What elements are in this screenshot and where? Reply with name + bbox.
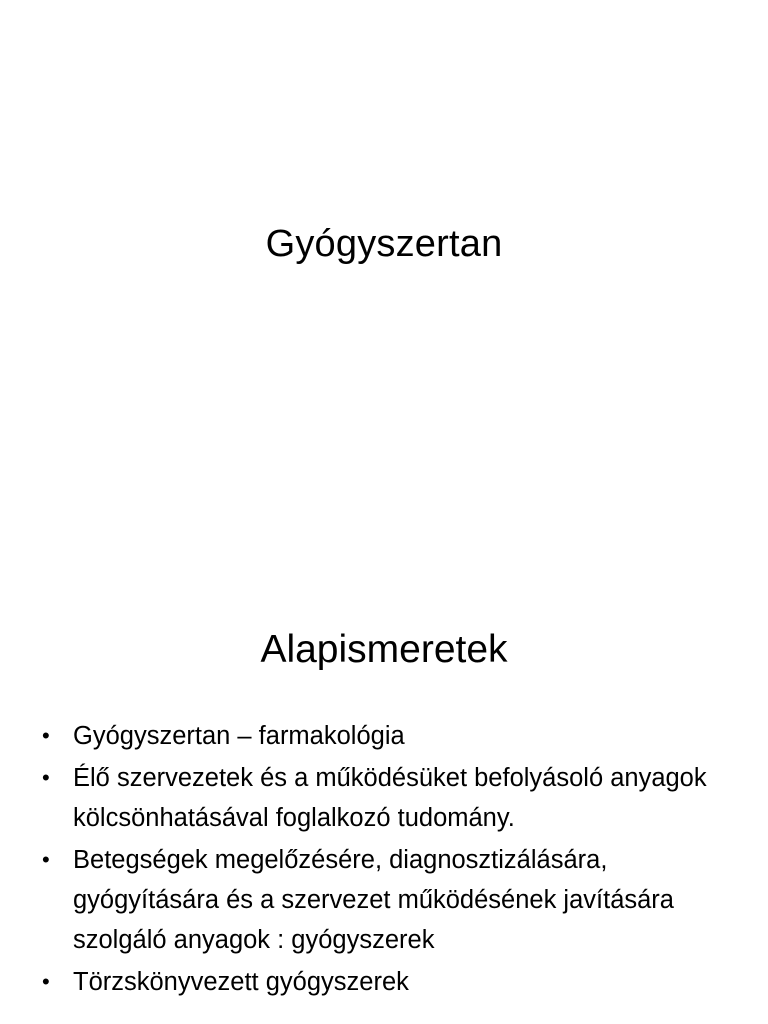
bullet-list: [42, 716, 742, 1004]
bullet-item: [42, 840, 742, 960]
bullet-icon: •: [42, 847, 50, 872]
bullet-text: Betegségek megelőzésére, diagnosztizálására, gyógyítására és a szervezet működésének javítására szolgáló anyagok : gyógyszerek: [73, 846, 674, 954]
bullet-icon: •: [42, 765, 50, 790]
slide-2-title: Alapismeretek: [260, 628, 508, 671]
slide-alapismeretek: [0, 576, 768, 1024]
bullet-item: [42, 716, 742, 756]
slide-1-title: Gyógyszertan: [265, 223, 503, 265]
bullet-icon: •: [42, 723, 50, 748]
bullet-item: [42, 758, 742, 838]
bullet-text: Gyógyszertan – farmakológia: [73, 722, 405, 750]
bullet-item: [42, 962, 742, 1002]
bullet-icon: •: [42, 969, 50, 994]
bullet-text: Élő szervezetek és a működésüket befolyásoló anyagok kölcsönhatásával foglalkozó tudomány.: [73, 764, 707, 832]
bullet-text: Törzskönyvezett gyógyszerek: [73, 968, 409, 996]
